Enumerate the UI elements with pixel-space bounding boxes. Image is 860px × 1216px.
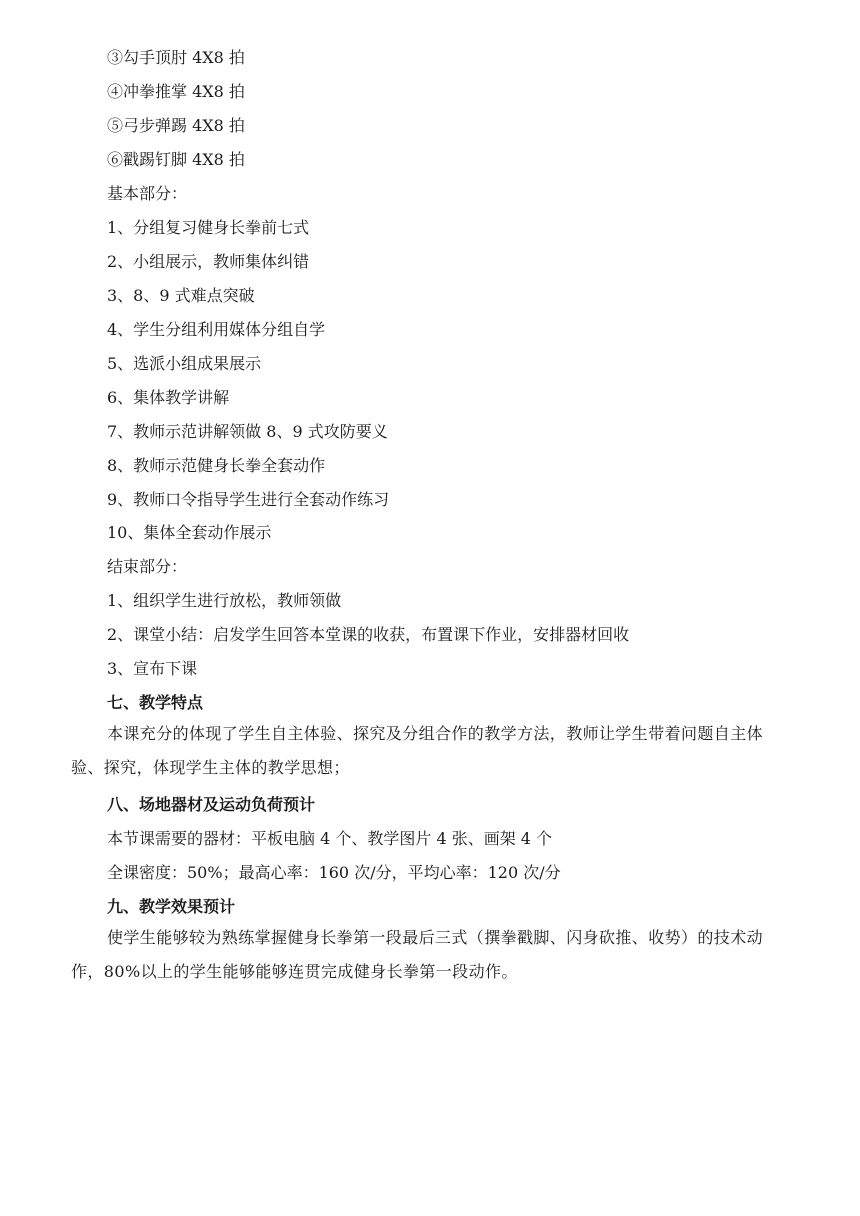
section9-heading: 九、教学效果预计 — [107, 897, 236, 916]
section7-body: 本课充分的体现了学生自主体验、探究及分组合作的教学方法，教师让学生带着问题自主体验、探究，体现学生主体的教学思想； — [71, 724, 764, 777]
basic-item-8: 8、教师示范健身长拳全套动作 — [107, 456, 326, 475]
section8-heading: 八、场地器材及运动负荷预计 — [107, 795, 316, 814]
basic-item-2: 2、小组展示，教师集体纠错 — [107, 252, 310, 271]
basic-item-3: 3、8、9 式难点突破 — [107, 286, 255, 305]
basic-item-7: 7、教师示范讲解领做 8、9 式攻防要义 — [107, 422, 388, 441]
prep-item-3: ③勾手顶肘 4X8 拍 — [107, 48, 245, 67]
section8-load: 全课密度：50%；最高心率：160 次/分，平均心率：120 次/分 — [107, 863, 561, 882]
basic-item-6: 6、集体教学讲解 — [107, 388, 230, 407]
basic-section-title: 基本部分： — [107, 184, 188, 203]
end-section-title: 结束部分： — [107, 557, 188, 576]
prep-item-6: ⑥戳踢钉脚 4X8 拍 — [107, 150, 245, 169]
end-item-2: 2、课堂小结：启发学生回答本堂课的收获，布置课下作业，安排器材回收 — [107, 625, 630, 644]
basic-item-4: 4、学生分组利用媒体分组自学 — [107, 320, 326, 339]
basic-item-1: 1、分组复习健身长拳前七式 — [107, 218, 310, 237]
section7-heading: 七、教学特点 — [107, 693, 204, 712]
section8-equipment: 本节课需要的器材：平板电脑 4 个、教学图片 4 张、画架 4 个 — [107, 829, 553, 848]
prep-item-5: ⑤弓步弹踢 4X8 拍 — [107, 116, 245, 135]
basic-item-5: 5、选派小组成果展示 — [107, 354, 262, 373]
prep-item-4: ④冲拳推掌 4X8 拍 — [107, 82, 245, 101]
end-item-1: 1、组织学生进行放松，教师领做 — [107, 591, 342, 610]
basic-item-9: 9、教师口令指导学生进行全套动作练习 — [107, 490, 390, 509]
basic-item-10: 10、集体全套动作展示 — [107, 523, 272, 542]
section9-body: 使学生能够较为熟练掌握健身长拳第一段最后三式（撰拳戳脚、闪身砍推、收势）的技术动作，80%以上的学生能够能够连贯完成健身长拳第一段动作。 — [71, 928, 764, 981]
end-item-3: 3、宣布下课 — [107, 659, 198, 678]
